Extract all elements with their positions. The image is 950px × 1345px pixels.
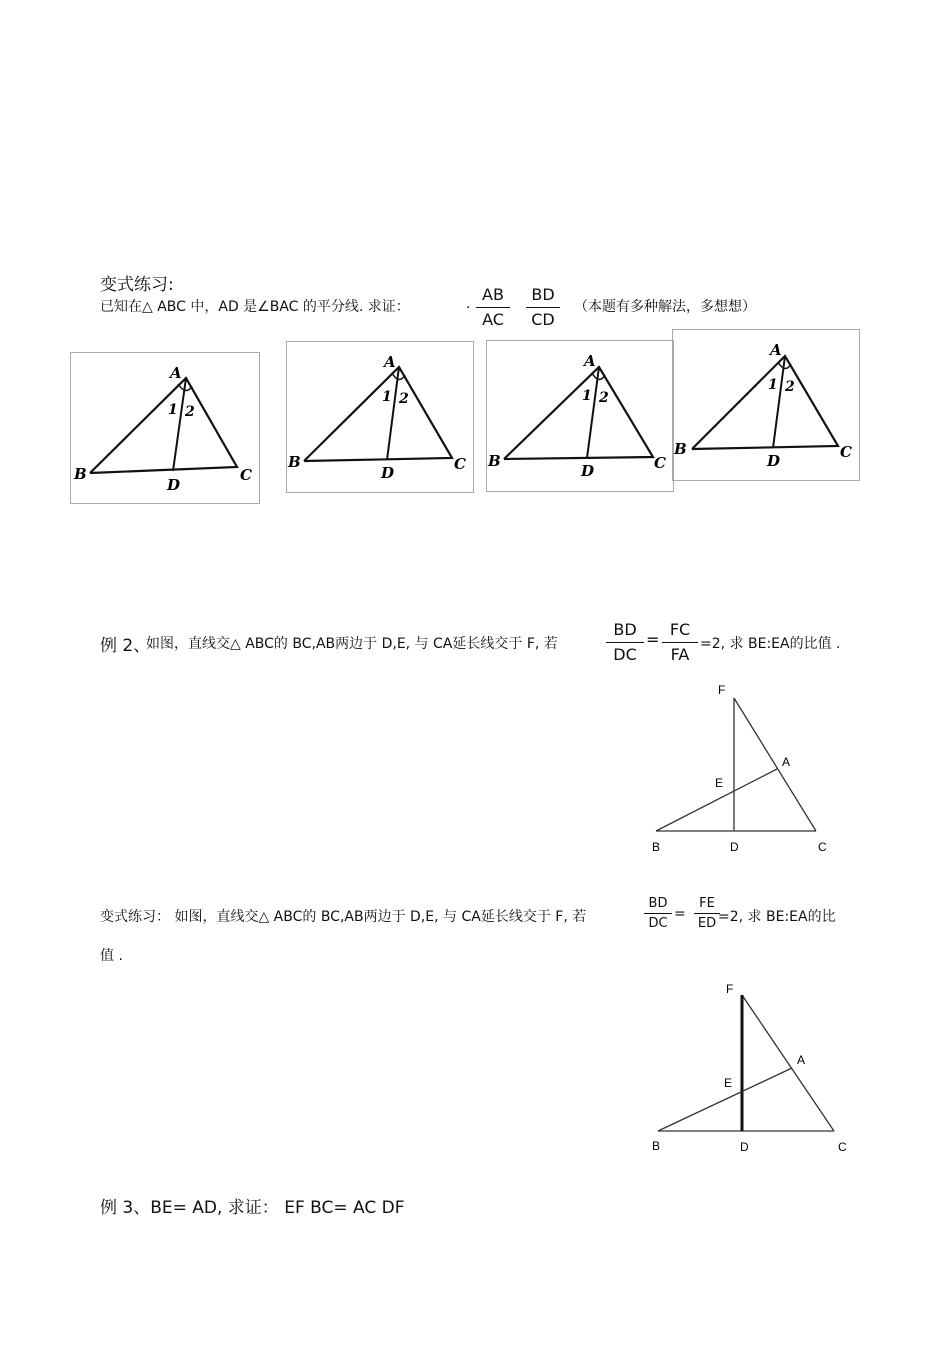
label-angle-1: 1 [768, 377, 778, 393]
fraction-denominator: FA [670, 645, 690, 664]
label-angle-2: 2 [785, 379, 795, 395]
label-d: D [730, 840, 739, 854]
label-c: C [838, 1140, 847, 1154]
fraction-numerator: BD [531, 285, 555, 304]
section1-note: （本题有多种解法，多想想） [574, 299, 756, 315]
fraction-numerator: BD [613, 620, 637, 639]
section1-dot: . [466, 296, 471, 312]
label-a: A [584, 352, 596, 370]
triangle-figure-4 [672, 329, 860, 481]
label-angle-1: 1 [168, 402, 178, 418]
label-angle-1: 1 [382, 389, 392, 405]
label-d: D [740, 1140, 749, 1154]
label-c: C [840, 443, 852, 461]
fraction-numerator: FC [669, 620, 691, 639]
fraction-bd-dc-small [644, 895, 672, 932]
label-d: D [167, 476, 181, 494]
fraction-denominator: DC [613, 645, 637, 664]
section1-heading: 变式练习: [100, 275, 174, 295]
fraction-denominator: AC [482, 310, 504, 329]
label-e: E [724, 1076, 733, 1090]
label-f: F [726, 982, 734, 996]
example2-prefix: 例 2、 [100, 636, 151, 656]
label-angle-1: 1 [582, 388, 592, 404]
triangle-figure-2 [286, 341, 474, 493]
example2-text: 如图，直线交△ ABC的 BC,AB两边于 D,E, 与 CA延长线交于 F, 若 [146, 636, 558, 652]
triangle-figure-3 [486, 340, 674, 492]
fraction-numerator: AB [482, 285, 504, 304]
fraction-bd-dc [606, 619, 644, 666]
label-angle-2: 2 [599, 390, 609, 406]
label-d: D [767, 452, 781, 470]
label-angle-2: 2 [399, 391, 409, 407]
label-a: A [170, 364, 182, 382]
label-b: B [652, 1139, 661, 1153]
section3-suffix: =2, 求 BE:EA的比 [718, 909, 836, 925]
fraction-denominator: ED [697, 916, 717, 931]
section3-text: 变式练习： 如图，直线交△ ABC的 BC,AB两边于 D,E, 与 CA延长线交于 F, 若 [100, 909, 587, 925]
label-angle-2: 2 [185, 404, 195, 420]
label-b: B [288, 453, 301, 471]
equals-sign: = [674, 906, 686, 922]
label-d: D [381, 464, 395, 482]
section3-figure [640, 978, 850, 1158]
label-c: C [654, 454, 666, 472]
fraction-bd-cd [526, 284, 560, 331]
label-b: B [74, 465, 87, 483]
example3-text: 例 3、BE= AD, 求证： EF BC= AC DF [100, 1198, 405, 1218]
label-a: A [384, 353, 396, 371]
label-b: B [652, 840, 661, 854]
fraction-ab-ac [476, 284, 510, 331]
example2-suffix: =2, 求 BE:EA的比值 . [700, 636, 841, 652]
fraction-denominator: CD [531, 310, 555, 329]
label-a: A [770, 341, 782, 359]
label-b: B [674, 440, 687, 458]
label-a: A [782, 755, 791, 769]
fraction-denominator: DC [648, 916, 668, 931]
label-f: F [718, 683, 726, 697]
fraction-fc-fa [662, 619, 698, 666]
fraction-numerator: FE [699, 896, 715, 911]
triangle-figure-1 [70, 352, 260, 504]
equals-sign: = [646, 630, 660, 649]
label-a: A [797, 1053, 806, 1067]
example2-figure [640, 680, 840, 860]
label-c: C [454, 455, 466, 473]
section3-line2: 值 . [100, 948, 123, 964]
label-c: C [240, 466, 252, 484]
section1-problem: 已知在△ ABC 中，AD 是∠BAC 的平分线. 求证： [100, 299, 410, 315]
fraction-fe-ed [694, 895, 720, 932]
label-e: E [715, 776, 724, 790]
label-d: D [581, 462, 595, 480]
label-b: B [488, 452, 501, 470]
label-c: C [818, 840, 827, 854]
fraction-numerator: BD [648, 896, 668, 911]
